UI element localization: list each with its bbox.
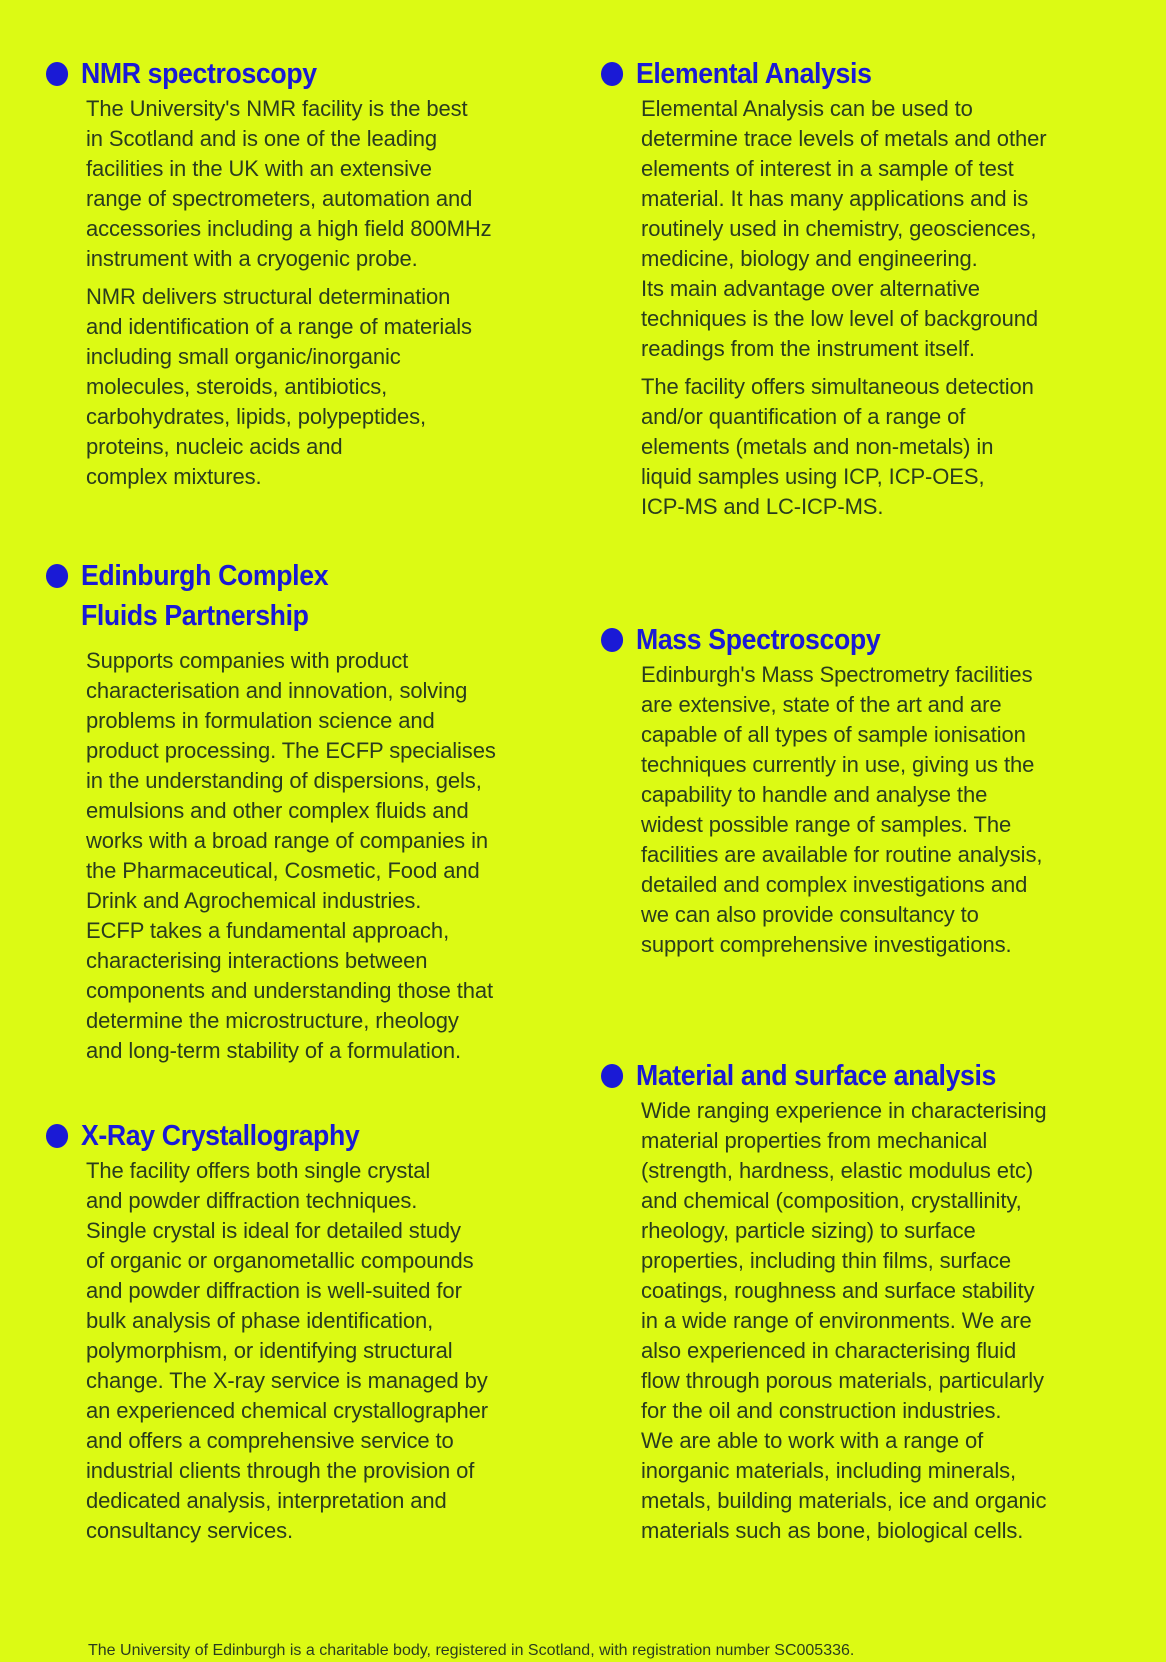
text-line: Supports companies with product xyxy=(86,648,409,673)
text-line: for the oil and construction industries. xyxy=(641,1398,1002,1423)
text-line: (strength, hardness, elastic modulus etc) xyxy=(641,1158,1034,1183)
text-line: Elemental Analysis can be used to xyxy=(641,96,973,121)
text-line: and powder diffraction techniques. xyxy=(86,1188,418,1213)
text-line: in the understanding of dispersions, gels, xyxy=(86,768,482,793)
text-line: facilities in the UK with an extensive xyxy=(86,156,432,181)
paragraph xyxy=(641,1096,1047,1546)
text-line: rheology, particle sizing) to surface xyxy=(641,1218,976,1243)
text-line: polymorphism, or identifying structural xyxy=(86,1338,453,1363)
bullet-icon xyxy=(601,628,623,652)
text-line: and/or quantification of a range of xyxy=(641,404,966,429)
text-line: Edinburgh's Mass Spectrometry facilities xyxy=(641,662,1033,687)
section-ecfp xyxy=(46,556,496,1074)
paragraph xyxy=(86,1156,488,1546)
text-line: works with a broad range of companies in xyxy=(86,828,488,853)
text-line: elements of interest in a sample of test xyxy=(641,156,1014,181)
text-line: ECFP takes a fundamental approach, xyxy=(86,918,450,943)
text-line: inorganic materials, including minerals, xyxy=(641,1458,1017,1483)
section-heading xyxy=(46,54,456,94)
section-title-line: X-Ray Crystallography xyxy=(80,1120,360,1152)
text-line: consultancy services. xyxy=(86,1518,293,1543)
section-xray xyxy=(46,1116,488,1554)
text-line: also experienced in characterising fluid xyxy=(641,1338,1017,1363)
paragraph xyxy=(86,646,496,1066)
text-line: Single crystal is ideal for detailed study xyxy=(86,1218,461,1243)
section-heading xyxy=(46,556,460,636)
section-title-line: Material and surface analysis xyxy=(635,1060,997,1092)
section-nmr xyxy=(46,54,492,500)
text-line: characterising interactions between xyxy=(86,948,428,973)
text-line: components and understanding those that xyxy=(86,978,494,1003)
section-title-line: Elemental Analysis xyxy=(635,58,872,90)
bullet-icon xyxy=(601,1064,623,1088)
text-line: change. The X-ray service is managed by xyxy=(86,1368,488,1393)
text-line: widest possible range of samples. The xyxy=(641,812,1012,837)
text-line: of organic or organometallic compounds xyxy=(86,1248,474,1273)
section-body xyxy=(641,94,1046,522)
text-line: characterisation and innovation, solving xyxy=(86,678,468,703)
text-line: molecules, steroids, antibiotics, xyxy=(86,374,388,399)
text-line: and offers a comprehensive service to xyxy=(86,1428,454,1453)
text-line: complex mixtures. xyxy=(86,464,262,489)
section-title-line: Mass Spectroscopy xyxy=(635,624,881,656)
text-line: material properties from mechanical xyxy=(641,1128,988,1153)
section-body xyxy=(86,1156,488,1546)
text-line: and powder diffraction is well-suited for xyxy=(86,1278,462,1303)
text-line: emulsions and other complex fluids and xyxy=(86,798,469,823)
text-line: dedicated analysis, interpretation and xyxy=(86,1488,447,1513)
section-heading xyxy=(601,620,1007,660)
text-line: capable of all types of sample ionisation xyxy=(641,722,1026,747)
paragraph xyxy=(86,94,492,274)
section-elemental xyxy=(601,54,1046,530)
text-line: are extensive, state of the art and are xyxy=(641,692,1002,717)
text-line: coatings, roughness and surface stability xyxy=(641,1278,1035,1303)
section-heading xyxy=(46,1116,453,1156)
text-line: We are able to work with a range of xyxy=(641,1428,984,1453)
text-line: determine trace levels of metals and other xyxy=(641,126,1047,151)
text-line: flow through porous materials, particularly xyxy=(641,1368,1044,1393)
text-line: instrument with a cryogenic probe. xyxy=(86,246,418,271)
section-title-line: Fluids Partnership xyxy=(80,600,309,632)
section-material xyxy=(601,1056,1047,1554)
section-heading xyxy=(601,54,1011,94)
text-line: and long-term stability of a formulation. xyxy=(86,1038,461,1063)
text-line: techniques is the low level of background xyxy=(641,306,1039,331)
text-line: Wide ranging experience in characterising xyxy=(641,1098,1047,1123)
section-body xyxy=(86,646,496,1066)
paragraph xyxy=(641,660,1042,960)
text-line: Drink and Agrochemical industries. xyxy=(86,888,422,913)
text-line: including small organic/inorganic xyxy=(86,344,401,369)
text-line: capability to handle and analyse the xyxy=(641,782,988,807)
text-line: proteins, nucleic acids and xyxy=(86,434,343,459)
text-line: the Pharmaceutical, Cosmetic, Food and xyxy=(86,858,480,883)
text-line: elements (metals and non-metals) in xyxy=(641,434,994,459)
text-line: we can also provide consultancy to xyxy=(641,902,979,927)
text-line: determine the microstructure, rheology xyxy=(86,1008,459,1033)
text-line: medicine, biology and engineering. xyxy=(641,246,978,271)
text-line: in Scotland and is one of the leading xyxy=(86,126,438,151)
section-body xyxy=(641,1096,1047,1546)
bullet-icon xyxy=(46,62,68,86)
text-line: The University's NMR facility is the best xyxy=(86,96,468,121)
text-line: facilities are available for routine analysis, xyxy=(641,842,1043,867)
text-line: readings from the instrument itself. xyxy=(641,336,975,361)
text-line: Its main advantage over alternative xyxy=(641,276,980,301)
text-line: routinely used in chemistry, geosciences, xyxy=(641,216,1037,241)
text-line: industrial clients through the provision of xyxy=(86,1458,475,1483)
text-line: support comprehensive investigations. xyxy=(641,932,1012,957)
text-line: metals, building materials, ice and organic xyxy=(641,1488,1047,1513)
section-mass xyxy=(601,620,1042,968)
bullet-icon xyxy=(601,62,623,86)
text-line: material. It has many applications and is xyxy=(641,186,1029,211)
text-line: The facility offers both single crystal xyxy=(86,1158,431,1183)
text-line: The facility offers simultaneous detection xyxy=(641,374,1034,399)
paragraph xyxy=(86,282,492,492)
section-title-line: Edinburgh Complex xyxy=(80,560,329,592)
text-line: carbohydrates, lipids, polypeptides, xyxy=(86,404,427,429)
text-line: accessories including a high field 800MHz xyxy=(86,216,492,241)
bullet-icon xyxy=(46,1124,68,1148)
text-line: problems in formulation science and xyxy=(86,708,435,733)
paragraph xyxy=(641,372,1046,522)
text-line: an experienced chemical crystallographer xyxy=(86,1398,488,1423)
text-line: and chemical (composition, crystallinity, xyxy=(641,1188,1022,1213)
text-line: detailed and complex investigations and xyxy=(641,872,1028,897)
text-line: techniques currently in use, giving us the xyxy=(641,752,1035,777)
text-line: and identification of a range of materials xyxy=(86,314,472,339)
text-line: in a wide range of environments. We are xyxy=(641,1308,1032,1333)
text-line: ICP-MS and LC-ICP-MS. xyxy=(641,494,884,519)
text-line: NMR delivers structural determination xyxy=(86,284,451,309)
text-line: properties, including thin films, surface xyxy=(641,1248,1012,1273)
section-body xyxy=(641,660,1042,960)
text-line: materials such as bone, biological cells. xyxy=(641,1518,1024,1543)
paragraph xyxy=(641,94,1046,364)
section-heading xyxy=(601,1056,1011,1096)
section-title-line: NMR spectroscopy xyxy=(80,58,317,90)
text-line: range of spectrometers, automation and xyxy=(86,186,473,211)
text-line: product processing. The ECFP specialises xyxy=(86,738,496,763)
text-line: liquid samples using ICP, ICP-OES, xyxy=(641,464,985,489)
bullet-icon xyxy=(46,564,68,588)
section-body xyxy=(86,94,492,492)
text-line: bulk analysis of phase identification, xyxy=(86,1308,434,1333)
registration-footer: The University of Edinburgh is a charitable body, registered in Scotland, with registration number SC005336. xyxy=(88,1642,855,1659)
